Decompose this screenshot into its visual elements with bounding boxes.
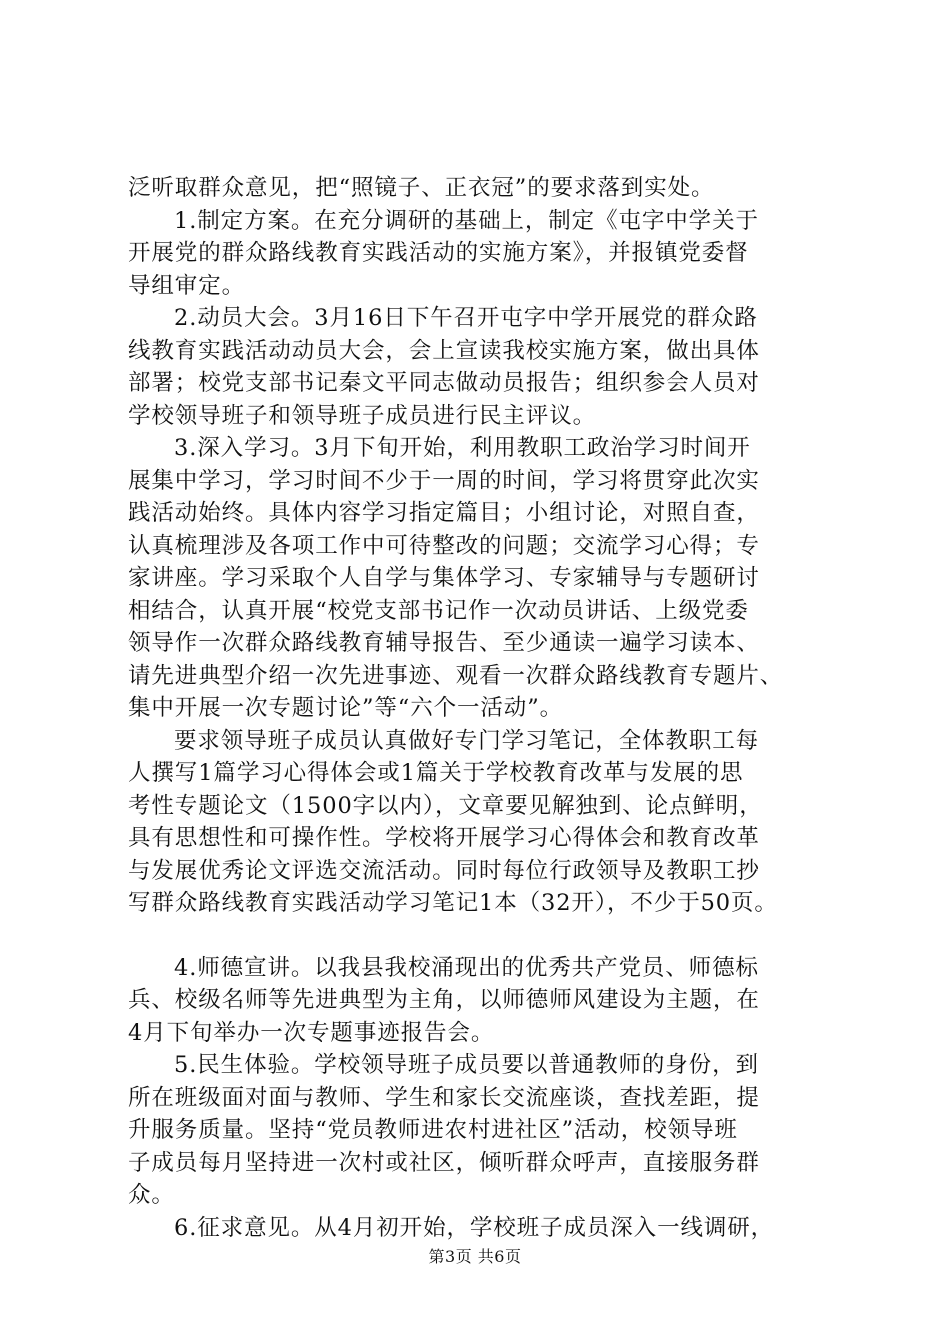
page-footer [0,1247,950,1267]
text-line: 4.师德宣讲。以我县我校涌现出的优秀共产党员、师德标 [174,954,759,981]
text-line: 写群众路线教育实践活动学习笔记1本（32开），不少于50页。 [128,890,778,916]
text-line: 导组审定。 [128,272,246,299]
text-line: 请先进典型介绍一次先进事迹、观看一次群众路线教育专题片、 [128,662,784,689]
text-line: 所在班级面对面与教师、学生和家长交流座谈，查找差距，提 [128,1084,760,1111]
paragraph-gap [128,920,848,952]
text-line: 具有思想性和可操作性。学校将开展学习心得体会和教育改革 [128,825,760,851]
text-line: 1.制定方案。在充分调研的基础上，制定《屯字中学关于 [174,207,759,234]
text-line: 领导作一次群众路线教育辅导报告、至少通读一遍学习读本、 [128,630,760,656]
text-line: 人撰写1篇学习心得体会或1篇关于学校教育改革与发展的思 [128,760,744,786]
text-line: 展集中学习，学习时间不少于一周的时间，学习将贯穿此次实 [128,467,760,494]
text-line: 学校领导班子和领导班子成员进行民主评议。 [128,402,597,429]
text-line: 部署；校党支部书记秦文平同志做动员报告；组织参会人员对 [128,370,760,396]
text-line: 认真梳理涉及各项工作中可待整改的问题；交流学习心得；专 [128,532,760,559]
text-line: 要求领导班子成员认真做好专门学习笔记，全体教职工每 [174,727,760,754]
text-line: 6.征求意见。从4月初开始，学校班子成员深入一线调研， [174,1214,775,1241]
document-body [128,172,848,1244]
text-line: 集中开展一次专题讨论”等“六个一活动”。 [128,695,564,721]
text-line: 考性专题论文（1500字以内），文章要见解独到、论点鲜明， [128,792,763,819]
text-line: 践活动始终。具体内容学习指定篇目；小组讨论，对照自查， [128,500,760,526]
text-line: 线教育实践活动动员大会，会上宣读我校实施方案，做出具体 [128,337,760,364]
text-line: 3.深入学习。3月下旬开始，利用教职工政治学习时间开 [174,435,751,461]
text-line: 开展党的群众路线教育实践活动的实施方案》，并报镇党委督 [128,240,749,266]
text-line: 兵、校级名师等先进典型为主角，以师德师风建设为主题，在 [128,987,760,1013]
text-line: 家讲座。学习采取个人自学与集体学习、专家辅导与专题研讨 [128,565,760,591]
text-line: 4月下旬举办一次专题事迹报告会。 [128,1019,495,1046]
text-line: 2.动员大会。3月16日下午召开屯字中学开展党的群众路 [174,305,758,331]
text-line: 5.民生体验。学校领导班子成员要以普通教师的身份，到 [174,1052,759,1078]
text-line: 泛听取群众意见，把“照镜子、正衣冠”的要求落到实处。 [128,175,715,201]
text-line: 众。 [128,1182,175,1208]
text-line: 升服务质量。坚持“党员教师进农村进社区”活动，校领导班 [128,1117,738,1143]
text-line: 与发展优秀论文评选交流活动。同时每位行政领导及教职工抄 [128,857,760,884]
text-line: 子成员每月坚持进一次村或社区，倾听群众呼声，直接服务群 [128,1149,760,1176]
text-line: 相结合，认真开展“校党支部书记作一次动员讲话、上级党委 [128,597,749,624]
page-indicator: 第3页 共6页 [428,1247,522,1266]
